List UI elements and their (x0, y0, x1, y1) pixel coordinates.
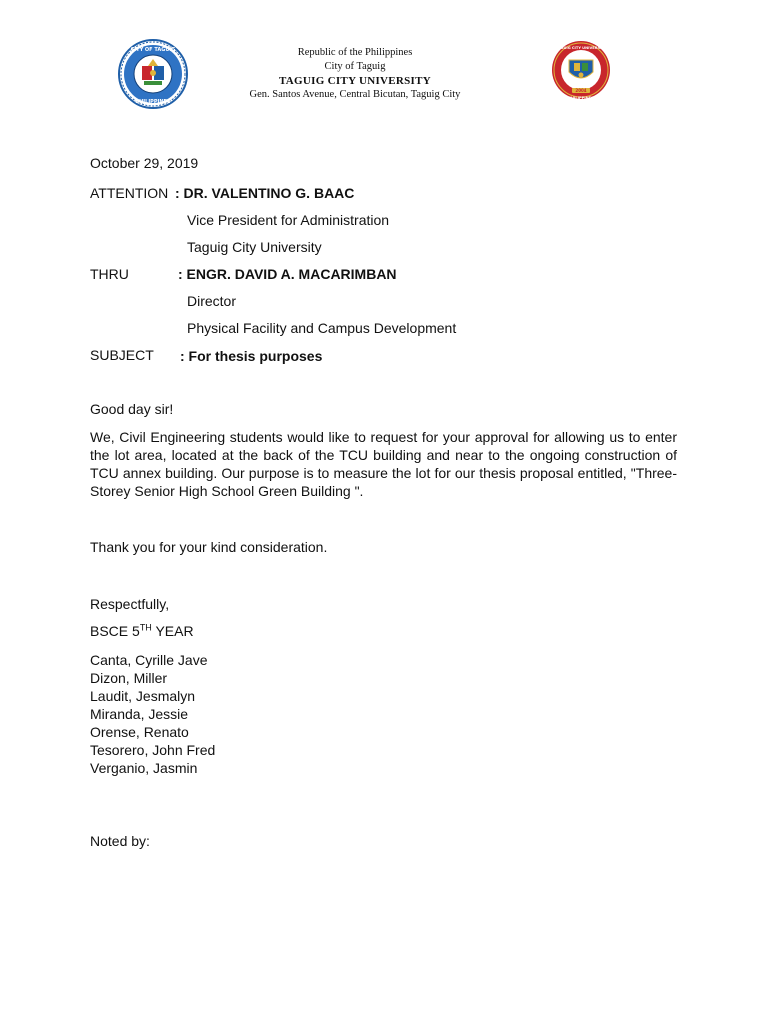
list-item: Dizon, Miller (90, 670, 168, 686)
list-item: Orense, Renato (90, 724, 189, 740)
closing: Respectfully, (90, 596, 170, 612)
letterhead-city: City of Taguig (324, 61, 386, 72)
list-item: Canta, Cyrille Jave (90, 652, 208, 668)
city-of-taguig-seal-icon (118, 39, 188, 109)
letterhead (200, 46, 510, 102)
left-seal-top-text: CITY OF TAGUIG (130, 47, 176, 53)
student-list (90, 651, 215, 777)
list-item: Tesorero, John Fred (90, 742, 216, 758)
right-seal-year: 2004 (575, 88, 587, 93)
letterhead-republic: Republic of the Philippines (297, 47, 413, 58)
attention-label: ATTENTION (90, 185, 169, 201)
right-seal-bottom-text: PHILIPPINES (568, 96, 594, 100)
letterhead-address: Gen. Santos Avenue, Central Bicutan, Taguig City (249, 89, 461, 100)
list-item: Laudit, Jesmalyn (90, 688, 196, 704)
subject-label: SUBJECT (90, 347, 154, 363)
student-group (90, 622, 194, 640)
group-superscript: TH (139, 622, 152, 633)
right-seal-top-text: TAGUIG CITY UNIVERSITY (555, 46, 607, 50)
list-item: Miranda, Jessie (90, 706, 189, 722)
thru-name: : ENGR. DAVID A. MACARIMBAN (178, 266, 397, 282)
thanks-line: Thank you for your kind consideration. (90, 539, 328, 555)
noted-by: Noted by: (90, 833, 150, 849)
greeting: Good day sir! (90, 401, 174, 417)
left-seal-bottom-text: PHILIPPINES (135, 99, 171, 105)
taguig-city-university-seal-icon (551, 40, 611, 102)
attention-title: Vice President for Administration (187, 212, 390, 228)
thru-label: THRU (90, 266, 129, 282)
group-prefix: BSCE 5 (90, 623, 140, 639)
letter-date: October 29, 2019 (90, 155, 199, 171)
group-suffix: YEAR (151, 623, 194, 639)
letterhead-university: TAGUIG CITY UNIVERSITY (278, 75, 432, 87)
list-item: Verganio, Jasmin (90, 760, 198, 776)
thru-title: Director (187, 293, 237, 309)
subject-value: : For thesis purposes (180, 348, 323, 364)
letter-body: We, Civil Engineering students would like to request for your approval for allowing us to enter the lot area, located at the back of the TCU building and near to the ongoing construction of TCU annex building. Our purpose is to measure the lot for our thesis proposal entitled, "Three-Storey Senior High School Green Building ". (90, 429, 677, 499)
thru-org: Physical Facility and Campus Development (187, 320, 457, 336)
attention-name: : DR. VALENTINO G. BAAC (175, 185, 355, 201)
attention-org: Taguig City University (187, 239, 322, 255)
